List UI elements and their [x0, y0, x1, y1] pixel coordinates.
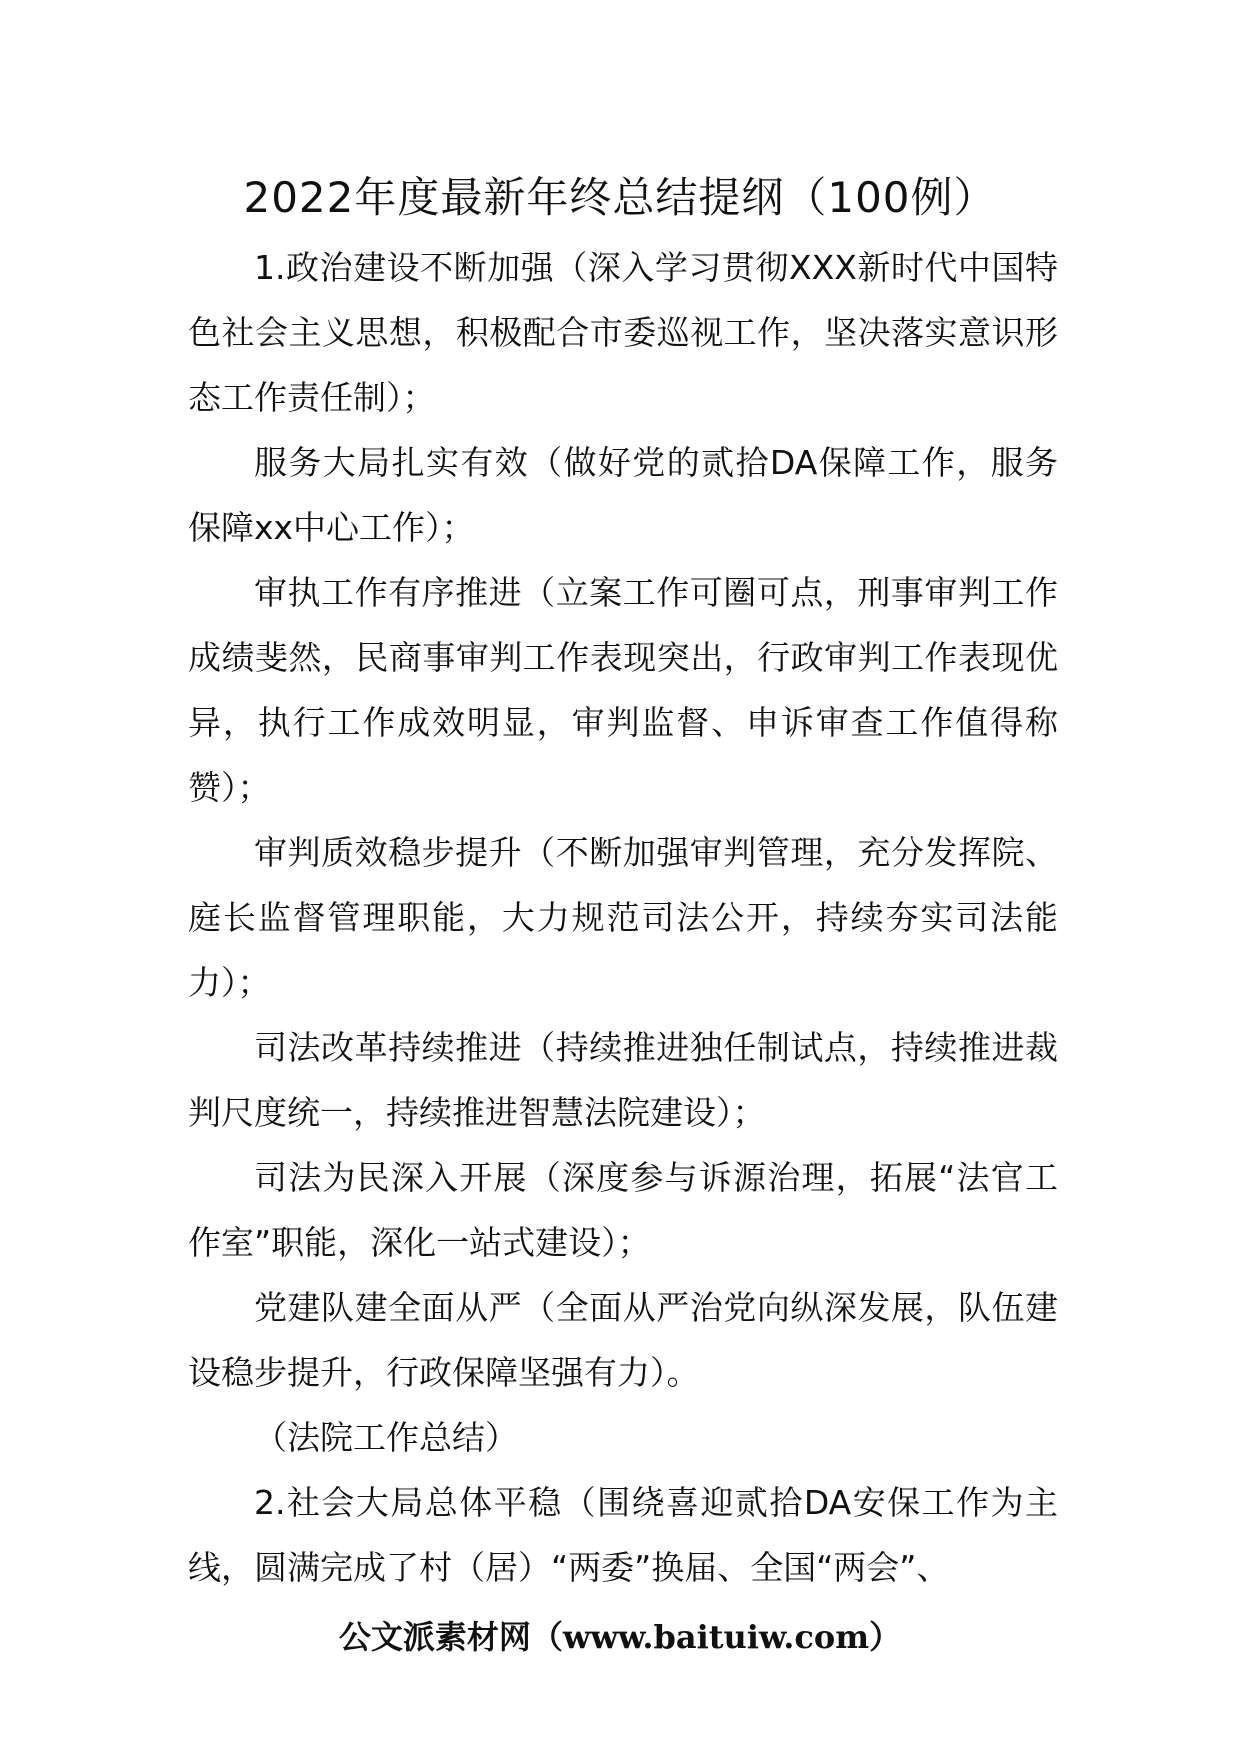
paragraph-4: 审判质效稳步提升（不断加强审判管理，充分发挥院、庭长监督管理职能，大力规范司法公开，持续夯实司法能力）；: [188, 833, 1058, 1002]
paragraph-8: 2.社会大局总体平稳（围绕喜迎贰拾DA安保工作为主线，圆满完成了村（居）“两委”换届、全国“两会”、: [188, 1483, 1058, 1587]
paragraph-5: 司法改革持续推进（持续推进独任制试点，持续推进裁判尺度统一，持续推进智慧法院建设）；: [188, 1028, 1058, 1132]
document-body: [188, 235, 1058, 1600]
paragraph-1: 1.政治建设不断加强（深入学习贯彻XXX新时代中国特色社会主义思想，积极配合市委巡视工作，坚决落实意识形态工作责任制）；: [188, 248, 1058, 417]
paragraph-3: 审执工作有序推进（立案工作可圈可点，刑事审判工作成绩斐然，民商事审判工作表现突出，行政审判工作表现优异，执行工作成效明显，审判监督、申诉审查工作值得称赞）；: [188, 573, 1058, 807]
footer-source: 公文派素材网（www.baituiw.com）: [338, 1618, 902, 1656]
paragraph-7: 党建队建全面从严（全面从严治党向纵深发展，队伍建设稳步提升，行政保障坚强有力）。: [188, 1288, 1058, 1392]
section-label: （法院工作总结）: [254, 1418, 518, 1457]
paragraph-2: 服务大局扎实有效（做好党的贰拾DA保障工作，服务保障xx中心工作）；: [188, 443, 1058, 547]
paragraph-6: 司法为民深入开展（深度参与诉源治理，拓展“法官工作室”职能，深化一站式建设）；: [188, 1158, 1058, 1262]
page-title: 2022年度最新年终总结提纲（100例）: [243, 173, 997, 222]
